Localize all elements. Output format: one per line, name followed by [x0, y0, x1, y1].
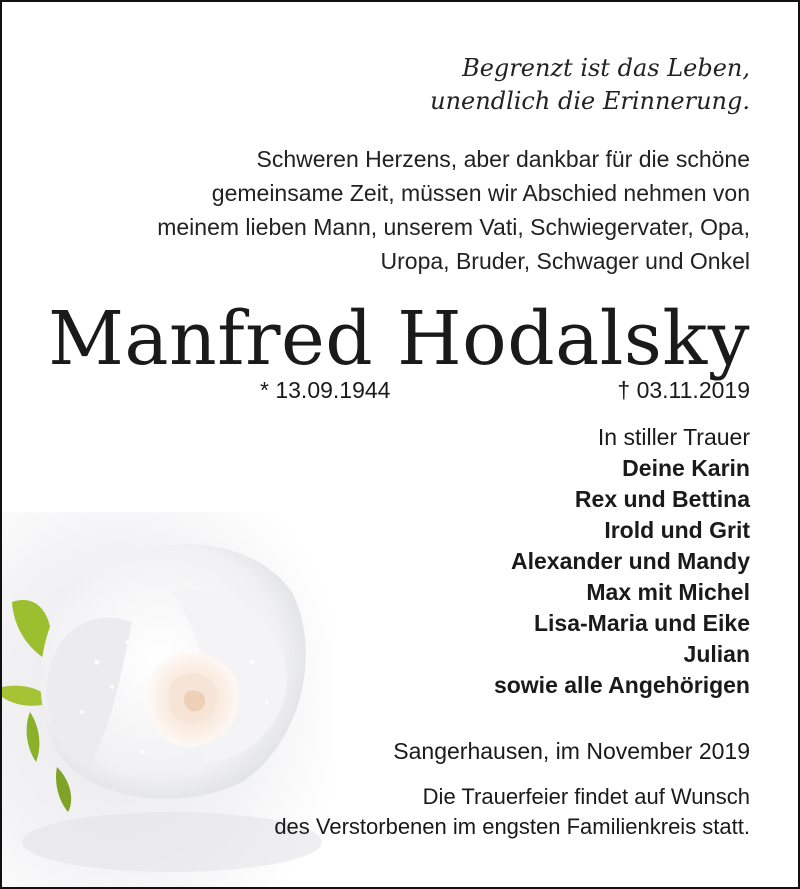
intro-text — [70, 142, 750, 278]
motto-line: Begrenzt ist das Leben, — [462, 54, 750, 82]
intro-line: Schweren Herzens, aber dankbar für die schöne — [256, 146, 750, 172]
motto — [430, 52, 750, 118]
intro-line: gemeinsame Zeit, müssen wir Abschied nehmen von — [211, 180, 750, 206]
mourner-name: Irold und Grit — [604, 517, 750, 543]
mourner-name: Julian — [683, 641, 750, 667]
motto-line: unendlich die Erinnerung. — [430, 87, 750, 115]
intro-line: Uropa, Bruder, Schwager und Onkel — [380, 248, 750, 274]
deceased-name: Manfred Hodalsky — [48, 296, 750, 382]
place-date: Sangerhausen, im November 2019 — [393, 738, 750, 764]
mourner-name: sowie alle Angehörigen — [493, 672, 750, 698]
intro-line: meinem lieben Mann, unserem Vati, Schwiegervater, Opa, — [157, 214, 750, 240]
funeral-note — [274, 782, 750, 842]
life-dates — [50, 374, 750, 408]
mourner-name: Alexander und Mandy — [511, 548, 750, 574]
mourner-name: Max mit Michel — [586, 579, 750, 605]
mourner-name: Lisa-Maria und Eike — [533, 610, 750, 636]
death-date: † 03.11.2019 — [617, 377, 750, 403]
mourning-lead: In stiller Trauer — [597, 424, 750, 450]
mourner-name: Deine Karin — [622, 455, 750, 481]
note-line: des Verstorbenen im engsten Familienkreis statt. — [274, 814, 750, 839]
note-line: Die Trauerfeier findet auf Wunsch — [422, 784, 750, 809]
mourner-name: Rex und Bettina — [574, 486, 750, 512]
mourners-list — [494, 422, 750, 701]
birth-date: * 13.09.1944 — [260, 377, 391, 403]
